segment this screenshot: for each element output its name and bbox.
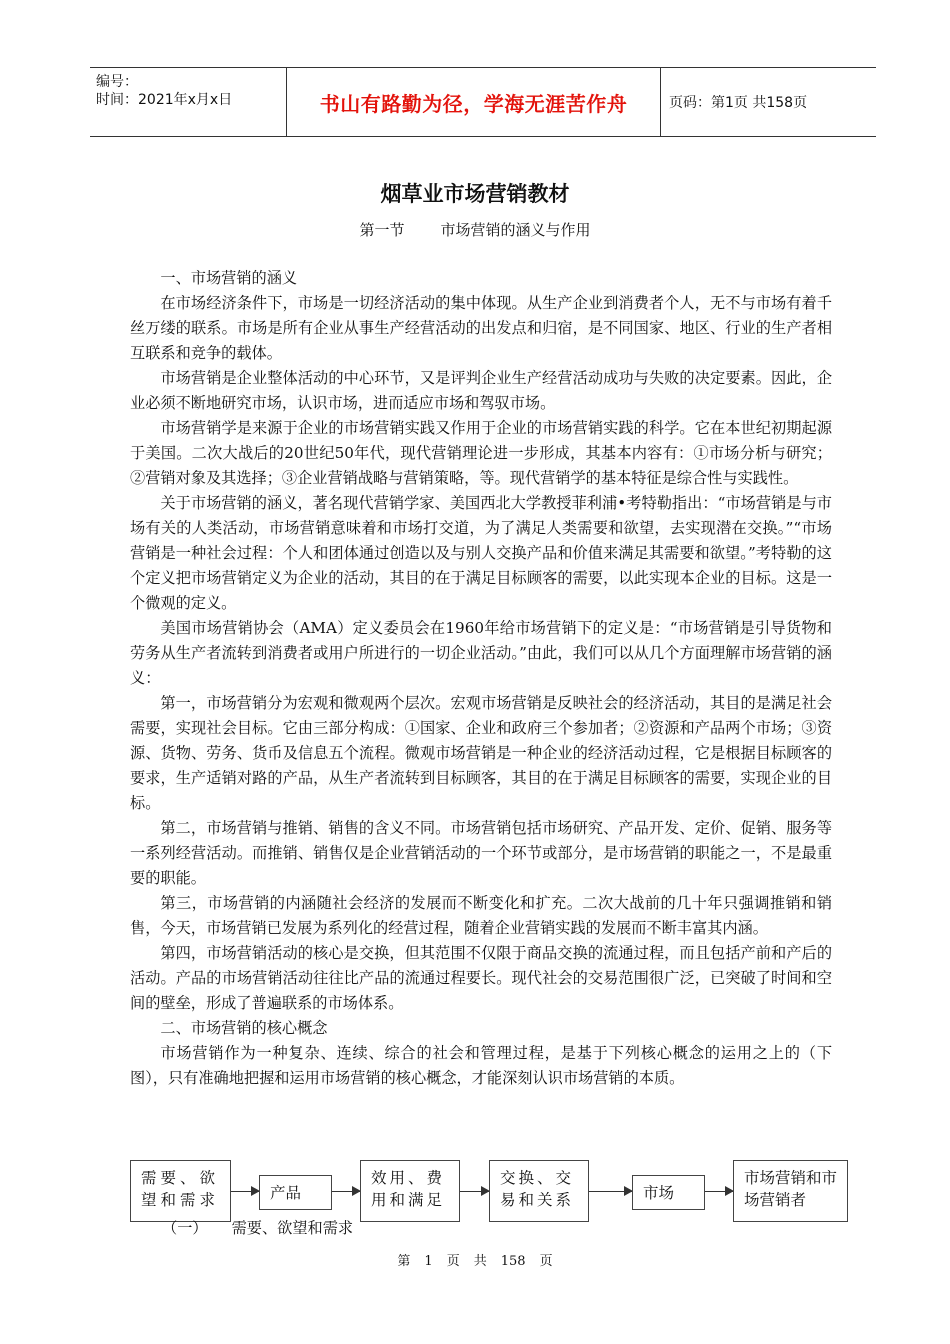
- footer-page-number: 1: [424, 1254, 433, 1269]
- section-name: 市场营销的涵义与作用: [440, 221, 591, 239]
- heading-2: 二、市场营销的核心概念: [160, 1019, 328, 1037]
- arrow-icon: [705, 1191, 733, 1192]
- footer-total-pages: 158: [500, 1254, 526, 1269]
- paragraph: 第三，市场营销的内涵随社会经济的发展而不断变化和扩充。二次大战前的几十年只强调推销和销售，今天，市场营销已发展为系列化的经营过程，随着企业营销实践的发展而不断丰富其内涵。: [130, 894, 832, 937]
- paragraph: 关于市场营销的涵义，著名现代营销学家、美国西北大学教授菲利浦•考特勒指出：“市场营销是与市场有关的人类活动，市场营销意味着和市场打交道，为了满足人类需要和欲望，去实现潜在交换。”“市场营销是一种社会过程：个人和团体通过创造以及与别人交换产品和价值来满足其需要和欲望。”考特勒的这个定义把市场营销定义为企业的活动，其目的在于满足目标顾客的需要，以此实现本企业的目标。这是一个微观的定义。: [130, 494, 832, 612]
- paragraph: 第四，市场营销活动的核心是交换，但其范围不仅限于商品交换的流通过程，而且包括产前和产后的活动。产品的市场营销活动往往比产品的流通过程要长。现代社会的交易范围很广泛，已突破了时间和空间的壁垒，形成了普遍联系的市场体系。: [130, 944, 832, 1012]
- footer-ye: 页: [539, 1254, 553, 1269]
- header-table: [90, 67, 876, 137]
- flow-box-marketers: 市场营销和市场营销者: [733, 1160, 848, 1222]
- section-title: [0, 219, 950, 240]
- flow-box-utility: 效用、费用和满足: [360, 1160, 460, 1222]
- paragraph: 第二，市场营销与推销、销售的含义不同。市场营销包括市场研究、产品开发、定价、促销、服务等一系列经营活动。而推销、销售仅是企业营销活动的一个环节或部分，是市场营销的职能之一，不是最重要的职能。: [130, 819, 832, 887]
- footer-di: 第: [397, 1254, 411, 1269]
- paragraph: 美国市场营销协会（AMA）定义委员会在1960年给市场营销下的定义是：“市场营销是引导货物和劳务从生产者流转到消费者或用户所进行的一切企业活动。”由此，我们可以从几个方面理解市场营销的涵义：: [130, 619, 832, 687]
- subheading: [162, 1217, 353, 1238]
- section-number: 第一节: [359, 221, 405, 239]
- page-footer: [0, 1250, 950, 1269]
- heading-1: 一、市场营销的涵义: [160, 269, 298, 287]
- arrow-icon: [589, 1191, 632, 1192]
- body-text: [130, 266, 832, 1091]
- paragraph: 市场营销是企业整体活动的中心环节，又是评判企业生产经营活动成功与失败的决定要素。因此，企业必须不断地研究市场，认识市场，进而适应市场和驾驭市场。: [130, 369, 832, 412]
- arrow-icon: [460, 1191, 489, 1192]
- document-title: 烟草业市场营销教材: [380, 182, 570, 206]
- paragraph: 在市场经济条件下，市场是一切经济活动的集中体现。从生产企业到消费者个人，无不与市场有着千丝万缕的联系。市场是所有企业从事生产经营活动的出发点和归宿，是不同国家、地区、行业的生产者相互联系和竞争的载体。: [130, 294, 832, 362]
- subheading-text: 需要、欲望和需求: [231, 1219, 354, 1237]
- arrow-icon: [231, 1191, 259, 1192]
- header-motto: 书山有路勤为径，学海无涯苦作舟: [319, 91, 628, 116]
- arrow-icon: [332, 1191, 360, 1192]
- flow-box-product: 产品: [259, 1175, 332, 1210]
- paragraph: 市场营销作为一种复杂、连续、综合的社会和管理过程，是基于下列核心概念的运用之上的（下图），只有准确地把握和运用市场营销的核心概念，才能深刻认识市场营销的本质。: [130, 1044, 832, 1087]
- paragraph: 第一，市场营销分为宏观和微观两个层次。宏观市场营销是反映社会的经济活动，其目的是满足社会需要，实现社会目标。它由三部分构成：①国家、企业和政府三个参加者；②资源和产品两个市场；③资源、货物、劳务、货币及信息五个流程。微观市场营销是一种企业的经济活动过程，它是根据目标顾客的要求，生产适销对路的产品，从生产者流转到目标顾客，其目的在于满足目标顾客的需要，实现企业的目标。: [130, 694, 832, 812]
- number-label: 编号：: [96, 74, 138, 90]
- flow-box-market: 市场: [632, 1175, 705, 1210]
- flow-box-needs: 需要、欲望和需求: [130, 1160, 231, 1222]
- flow-box-exchange: 交换、交易和关系: [489, 1160, 589, 1222]
- header-page-label: 页码：第1页 共158页: [669, 95, 808, 111]
- subheading-number: （一）: [162, 1219, 208, 1237]
- footer-gong: 共: [473, 1254, 487, 1269]
- paragraph: 市场营销学是来源于企业的市场营销实践又作用于企业的市场营销实践的科学。它在本世纪初期起源于美国。二次大战后的20世纪50年代，现代营销理论进一步形成，其基本内容有：①市场分析与研究；②营销对象及其选择；③企业营销战略与营销策略，等。现代营销学的基本特征是综合性与实践性。: [130, 419, 832, 487]
- header-meta-cell: [90, 68, 286, 136]
- footer-ye: 页: [446, 1254, 460, 1269]
- time-label: 时间：2021年x月x日: [96, 92, 233, 108]
